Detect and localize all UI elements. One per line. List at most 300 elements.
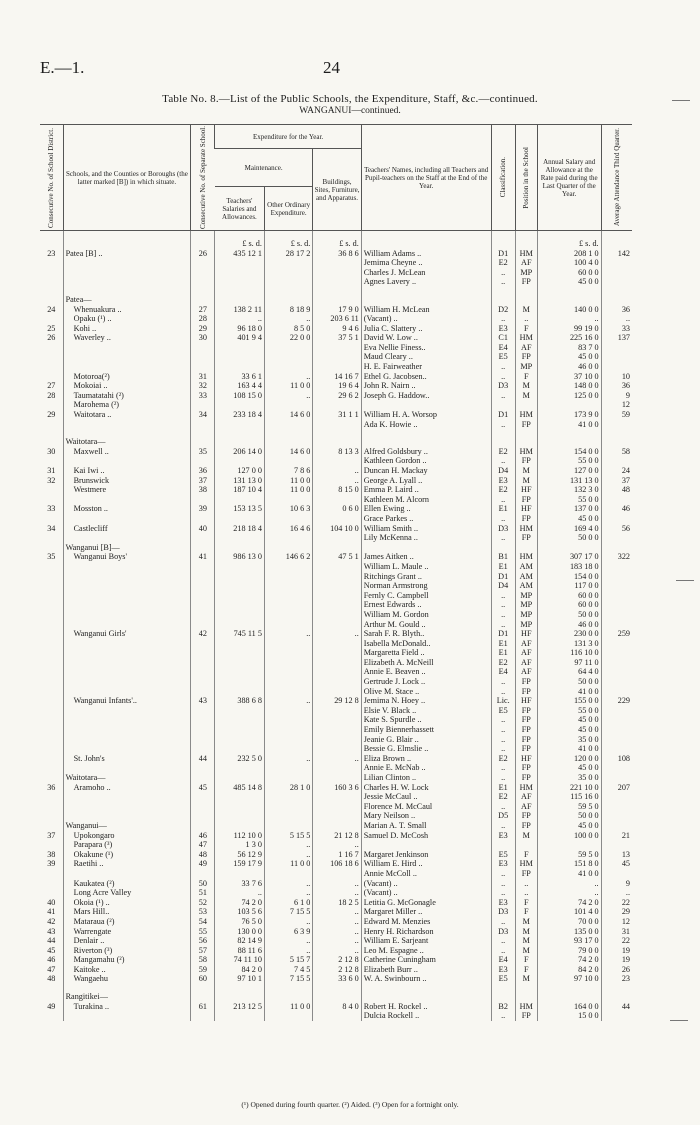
school-name-cell: Castlecliff [63, 524, 191, 534]
classification-cell: .. [491, 802, 515, 812]
position-cell: MP [515, 591, 537, 601]
school-name-cell [63, 687, 191, 697]
teacher-name-cell: Eva Nellie Finess.. [361, 343, 491, 353]
classification-cell: E5 [491, 974, 515, 984]
table-row [40, 898, 632, 908]
position-cell [515, 840, 537, 850]
school-name-cell: Kohi .. [63, 324, 191, 334]
position-cell: M [515, 927, 537, 937]
school-no-cell [191, 620, 215, 630]
district-no-cell: 23 [47, 248, 56, 258]
other-expenditure-cell [264, 258, 312, 268]
school-name-cell [63, 456, 191, 466]
table-row [40, 324, 632, 334]
teacher-name-cell: Annie McColl .. [361, 869, 491, 879]
school-name-cell: Mangamahu (²) [63, 955, 191, 965]
salary-cell: 154 0 0 [537, 572, 601, 582]
school-name-cell: Patea— [63, 295, 191, 305]
other-expenditure-cell: 28 17 2 [264, 249, 312, 259]
school-no-cell [191, 572, 215, 582]
attendance-cell: 24 [601, 466, 632, 476]
table-subtitle: WANGANUI—continued. [299, 106, 401, 116]
school-no-cell: 44 [191, 754, 215, 764]
district-no-cell [40, 437, 63, 447]
other-expenditure-cell: .. [264, 372, 312, 382]
classification-cell: E4 [491, 667, 515, 677]
classification-cell: .. [491, 763, 515, 773]
school-no-cell [191, 258, 215, 268]
classification-cell: .. [491, 744, 515, 754]
other-expenditure-cell [264, 667, 312, 677]
attendance-cell [601, 869, 632, 879]
school-no-cell [191, 352, 215, 362]
table-row [40, 869, 632, 879]
table-row [40, 610, 632, 620]
district-no-cell: 39 [47, 859, 56, 869]
school-name-cell [63, 268, 191, 278]
school-no-cell [191, 277, 215, 287]
school-no-cell [191, 437, 215, 447]
district-no-cell [40, 400, 63, 410]
attendance-cell [601, 715, 632, 725]
salary-cell [537, 840, 601, 850]
school-name-cell: Kaukatea (²) [63, 879, 191, 889]
buildings-cell [313, 533, 361, 543]
attendance-cell: 22 [601, 936, 632, 946]
salary-cell: 50 0 0 [537, 533, 601, 543]
other-expenditure-cell: 11 0 0 [264, 859, 312, 869]
table-row [40, 277, 632, 287]
classification-cell: .. [491, 591, 515, 601]
salaries-cell [215, 992, 265, 1002]
other-expenditure-cell: 10 6 3 [264, 504, 312, 514]
other-expenditure-cell: .. [264, 936, 312, 946]
teacher-name-cell: James Aitken .. [361, 552, 491, 562]
salary-cell: 50 0 0 [537, 610, 601, 620]
teacher-name-cell [361, 295, 491, 305]
school-no-cell: 29 [191, 324, 215, 334]
school-no-cell [191, 869, 215, 879]
district-no-cell [40, 840, 63, 850]
district-no-cell: 46 [47, 955, 56, 965]
classification-cell: E5 [491, 850, 515, 860]
teacher-name-cell: Charles J. McLean [361, 268, 491, 278]
salary-cell [537, 992, 601, 1002]
district-no-cell [40, 456, 63, 466]
school-name-cell [63, 362, 191, 372]
buildings-cell: 19 6 4 [313, 381, 361, 391]
other-expenditure-cell [264, 792, 312, 802]
salaries-cell [215, 706, 265, 716]
attendance-cell: 26 [601, 965, 632, 975]
teacher-name-cell: Annie E. McNab .. [361, 763, 491, 773]
district-no-cell [40, 992, 63, 1002]
classification-cell: .. [491, 277, 515, 287]
buildings-cell: 9 4 6 [313, 324, 361, 334]
district-no-cell: 30 [47, 446, 56, 456]
teacher-name-cell [361, 840, 491, 850]
teacher-name-cell: Samuel D. McCosh [361, 831, 491, 841]
teacher-name-cell: Lily McKenna .. [361, 533, 491, 543]
salaries-cell [215, 1011, 265, 1021]
classification-cell: B1 [491, 552, 515, 562]
school-name-cell: Mars Hill.. [63, 907, 191, 917]
schools-table [40, 124, 632, 1021]
attendance-cell: .. [601, 314, 632, 324]
school-no-cell: 26 [191, 249, 215, 259]
attendance-cell: 142 [601, 249, 632, 259]
attendance-cell: 37 [601, 476, 632, 486]
buildings-cell [313, 706, 361, 716]
attendance-cell: 13 [601, 850, 632, 860]
attendance-cell [601, 620, 632, 630]
table-row [40, 821, 632, 831]
other-expenditure-cell [264, 821, 312, 831]
attendance-cell [601, 735, 632, 745]
classification-cell: .. [491, 420, 515, 430]
teacher-name-cell: Jemima N. Hoey .. [361, 696, 491, 706]
salary-cell: 50 0 0 [537, 811, 601, 821]
salaries-cell [215, 277, 265, 287]
other-expenditure-cell [264, 802, 312, 812]
teacher-name-cell: Marian A. T. Small [361, 821, 491, 831]
teacher-name-cell: Bessie G. Elmslie .. [361, 744, 491, 754]
teacher-name-cell: Ellen Ewing .. [361, 504, 491, 514]
school-no-cell: 41 [191, 552, 215, 562]
school-name-cell: Wangaehu [63, 974, 191, 984]
position-cell: M [515, 831, 537, 841]
salary-cell: 97 11 0 [537, 658, 601, 668]
buildings-cell [313, 763, 361, 773]
school-name-cell: Riverton (³) [63, 946, 191, 956]
salary-cell: 84 2 0 [537, 965, 601, 975]
table-row [40, 802, 632, 812]
table-row [40, 314, 632, 324]
salary-cell: 41 0 0 [537, 744, 601, 754]
table-row [40, 667, 632, 677]
table-row [40, 658, 632, 668]
table-row [40, 249, 632, 259]
salaries-cell: 108 15 0 [215, 391, 265, 401]
other-expenditure-cell [264, 763, 312, 773]
salary-cell: 173 9 0 [537, 410, 601, 420]
teacher-name-cell: Margaretta Field .. [361, 648, 491, 658]
district-no-cell: 24 [47, 304, 56, 314]
attendance-cell [601, 572, 632, 582]
district-no-cell [40, 620, 63, 630]
buildings-header: Buildings, Sites, Furniture, and Apparatus. [313, 149, 361, 231]
buildings-cell [313, 495, 361, 505]
classification-cell: E3 [491, 859, 515, 869]
school-name-cell: Turakina .. [63, 1002, 191, 1012]
attendance-cell: 45 [601, 859, 632, 869]
school-no-cell: 40 [191, 524, 215, 534]
teacher-name-cell: Isabella McDonald.. [361, 639, 491, 649]
table-row [40, 372, 632, 382]
district-no-cell: 42 [47, 916, 56, 926]
school-no-cell [191, 591, 215, 601]
classification-cell: D1 [491, 629, 515, 639]
salary-cell: 132 3 0 [537, 485, 601, 495]
school-name-cell [63, 725, 191, 735]
school-no-cell [191, 1011, 215, 1021]
classification-cell: E2 [491, 658, 515, 668]
attendance-cell [601, 514, 632, 524]
other-expenditure-cell [264, 610, 312, 620]
classification-cell: .. [491, 888, 515, 898]
school-name-cell: Parapara (³) [63, 840, 191, 850]
other-expenditure-cell: .. [264, 888, 312, 898]
salary-cell: 208 1 0 [537, 249, 601, 259]
buildings-cell: 18 2 5 [313, 898, 361, 908]
attendance-cell [601, 562, 632, 572]
salaries-cell [215, 811, 265, 821]
attendance-cell: 229 [601, 696, 632, 706]
district-no-cell [40, 715, 63, 725]
table-row [40, 420, 632, 430]
attendance-cell: 46 [601, 504, 632, 514]
school-no-cell [191, 533, 215, 543]
district-no-cell [40, 362, 63, 372]
salaries-cell [215, 581, 265, 591]
district-no-cell: 35 [47, 552, 56, 562]
school-no-cell [191, 687, 215, 697]
salaries-cell [215, 400, 265, 410]
position-cell: FP [515, 1011, 537, 1021]
attendance-cell: 33 [601, 324, 632, 334]
salaries-cell [215, 744, 265, 754]
school-no-cell: 58 [191, 955, 215, 965]
attendance-cell [601, 773, 632, 783]
buildings-cell [313, 620, 361, 630]
school-no-cell [191, 456, 215, 466]
salary-cell: 127 0 0 [537, 466, 601, 476]
table-row [40, 831, 632, 841]
other-expenditure-cell [264, 773, 312, 783]
position-cell: HM [515, 552, 537, 562]
position-cell: HM [515, 249, 537, 259]
teacher-name-cell: William H. A. Worsop [361, 410, 491, 420]
position-cell: FP [515, 495, 537, 505]
maintenance-header: Maintenance. [215, 149, 313, 187]
position-cell: FP [515, 744, 537, 754]
position-cell: FP [515, 352, 537, 362]
buildings-cell: 1 16 7 [313, 850, 361, 860]
school-name-cell [63, 792, 191, 802]
position-cell [515, 543, 537, 553]
salaries-cell [215, 295, 265, 305]
classification-cell: .. [491, 687, 515, 697]
district-no-cell [40, 754, 63, 764]
teacher-name-cell: Elsie V. Black .. [361, 706, 491, 716]
buildings-cell: 31 1 1 [313, 410, 361, 420]
buildings-cell: 2 12 8 [313, 955, 361, 965]
school-name-cell: Mosston .. [63, 504, 191, 514]
attendance-cell [601, 763, 632, 773]
units-row [40, 231, 632, 249]
teacher-name-cell: Margaret Miller .. [361, 907, 491, 917]
district-no-cell: 37 [47, 830, 56, 840]
teacher-name-cell: William H. McLean [361, 305, 491, 315]
classification-cell: .. [491, 773, 515, 783]
teacher-name-cell: Elizabeth Burr .. [361, 965, 491, 975]
units-salary: £ s. d. [537, 231, 601, 249]
attendance-cell: 23 [601, 974, 632, 984]
teacher-name-cell: Catherine Cuningham [361, 955, 491, 965]
salary-cell: 116 10 0 [537, 648, 601, 658]
school-name-cell [63, 600, 191, 610]
other-expenditure-cell [264, 400, 312, 410]
buildings-cell: .. [313, 879, 361, 889]
position-cell: AM [515, 572, 537, 582]
salaries-cell [215, 610, 265, 620]
position-cell: AF [515, 343, 537, 353]
units-other: £ s. d. [264, 231, 312, 249]
other-expenditure-cell [264, 600, 312, 610]
table-row [40, 811, 632, 821]
school-name-cell: Motoroa(²) [63, 372, 191, 382]
attendance-cell: 59 [601, 410, 632, 420]
other-expenditure-cell: 146 6 2 [264, 552, 312, 562]
table-row [40, 381, 632, 391]
buildings-cell: .. [313, 907, 361, 917]
salaries-cell [215, 792, 265, 802]
attendance-cell [601, 543, 632, 553]
position-cell: FP [515, 869, 537, 879]
buildings-cell [313, 362, 361, 372]
buildings-cell [313, 869, 361, 879]
salaries-cell: 233 18 4 [215, 410, 265, 420]
buildings-cell [313, 687, 361, 697]
salary-cell: 93 17 0 [537, 936, 601, 946]
table-row [40, 562, 632, 572]
classification-cell: .. [491, 533, 515, 543]
other-expenditure-cell [264, 562, 312, 572]
school-name-cell [63, 677, 191, 687]
school-no-cell: 60 [191, 974, 215, 984]
district-no-cell [40, 295, 63, 305]
district-header: Consecutive No. of School District. [40, 125, 63, 231]
attendance-cell: 58 [601, 447, 632, 457]
buildings-cell: 203 6 11 [313, 314, 361, 324]
salary-cell: 100 0 0 [537, 831, 601, 841]
school-name-cell: Wanganui Girls' [63, 629, 191, 639]
salaries-cell [215, 258, 265, 268]
salaries-cell [215, 591, 265, 601]
district-no-cell [40, 792, 63, 802]
salaries-cell: 97 10 1 [215, 974, 265, 984]
spacer-row [40, 984, 632, 992]
buildings-cell: 0 6 0 [313, 504, 361, 514]
position-cell: F [515, 965, 537, 975]
salaries-cell: 131 13 0 [215, 476, 265, 486]
classification-cell: E3 [491, 965, 515, 975]
salary-cell: 45 0 0 [537, 277, 601, 287]
salary-cell: 41 0 0 [537, 687, 601, 697]
schools-header: Schools, and the Counties or Boroughs (the latter marked [B]) in which situate. [63, 125, 191, 231]
classification-cell: E2 [491, 258, 515, 268]
table-row [40, 744, 632, 754]
position-cell: HF [515, 754, 537, 764]
district-no-cell: 49 [47, 1001, 56, 1011]
teacher-name-cell: Sarah F. R. Blyth.. [361, 629, 491, 639]
school-name-cell: Waitotara— [63, 773, 191, 783]
margin-mark [670, 1020, 688, 1021]
table-row [40, 629, 632, 639]
school-no-cell: 37 [191, 476, 215, 486]
salaries-cell: .. [215, 314, 265, 324]
district-no-cell: 31 [47, 466, 56, 475]
school-no-cell [191, 763, 215, 773]
classification-cell: .. [491, 946, 515, 956]
school-name-cell [63, 1011, 191, 1021]
position-cell: M [515, 466, 537, 476]
other-expenditure-cell [264, 572, 312, 582]
position-cell: HF [515, 504, 537, 514]
school-no-cell: 54 [191, 917, 215, 927]
other-expenditure-cell: .. [264, 696, 312, 706]
classification-cell: .. [491, 936, 515, 946]
position-cell: F [515, 850, 537, 860]
salaries-cell: 232 5 0 [215, 754, 265, 764]
teacher-name-cell: Ernest Edwards .. [361, 600, 491, 610]
district-no-cell [40, 277, 63, 287]
teacher-name-cell: Jessie McCaul .. [361, 792, 491, 802]
table-row [40, 1011, 632, 1021]
school-no-cell: 59 [191, 965, 215, 975]
salaries-cell: 1 3 0 [215, 840, 265, 850]
position-cell: MP [515, 620, 537, 630]
district-no-cell [40, 610, 63, 620]
salaries-cell [215, 352, 265, 362]
position-cell: M [515, 917, 537, 927]
table-row [40, 754, 632, 764]
classification-cell: E3 [491, 476, 515, 486]
other-expenditure-cell: 7 15 5 [264, 907, 312, 917]
teacher-name-cell: Jeanie G. Blair .. [361, 735, 491, 745]
district-no-cell [40, 514, 63, 524]
other-expenditure-cell: 11 0 0 [264, 1002, 312, 1012]
school-no-header: Consecutive No. of Separate School. [191, 125, 215, 231]
other-expenditure-cell: 7 8 6 [264, 466, 312, 476]
salary-cell: 137 0 0 [537, 504, 601, 514]
salary-cell [537, 295, 601, 305]
other-expenditure-cell [264, 295, 312, 305]
attendance-cell [601, 687, 632, 697]
other-expenditure-cell: 11 0 0 [264, 381, 312, 391]
district-no-cell [40, 677, 63, 687]
salary-cell: 131 3 0 [537, 639, 601, 649]
school-no-cell: 50 [191, 879, 215, 889]
classification-cell: D3 [491, 381, 515, 391]
classification-cell: D1 [491, 572, 515, 582]
school-name-cell: Wanganui Boys' [63, 552, 191, 562]
buildings-cell [313, 277, 361, 287]
school-no-cell: 47 [191, 840, 215, 850]
attendance-cell [601, 677, 632, 687]
salary-cell: 59 5 0 [537, 802, 601, 812]
salary-cell: 45 0 0 [537, 514, 601, 524]
other-expenditure-cell [264, 514, 312, 524]
school-name-cell: Mokoiai .. [63, 381, 191, 391]
salary-cell: 154 0 0 [537, 447, 601, 457]
buildings-cell [313, 773, 361, 783]
document-code: E.—1. [40, 58, 85, 77]
position-cell: M [515, 476, 537, 486]
classification-cell: D3 [491, 927, 515, 937]
school-name-cell [63, 620, 191, 630]
teacher-name-cell: Annie E. Beaven .. [361, 667, 491, 677]
